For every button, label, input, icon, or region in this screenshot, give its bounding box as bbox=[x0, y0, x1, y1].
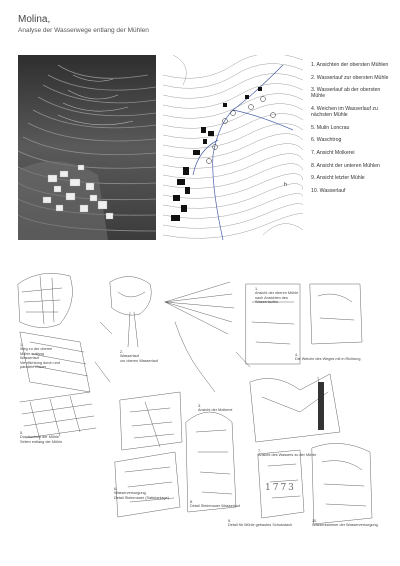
caption-s1: 1. Ansicht der oberen Mühle nach Ansichten des Wasserlaufes bbox=[255, 287, 299, 305]
legend-item-5: 5. Mulin Loncrau bbox=[311, 124, 350, 131]
legend-item-4: 4. Weichen im Wasserlauf zu nächsten Mühle bbox=[311, 105, 378, 119]
caption-s4: 3. Ansicht der Molkerei bbox=[198, 404, 233, 413]
legend-item-9: 9. Ansicht letzter Mühle bbox=[311, 175, 365, 182]
site-plan bbox=[163, 55, 303, 240]
site-plan-drawing bbox=[163, 55, 303, 240]
caption-s6: 5. Durchschnitt der Mühle Seiten entlang der Mühle bbox=[20, 431, 63, 444]
caption-s9: 8. Detail Steinmauer Wasserlauf bbox=[190, 500, 241, 509]
caption-s7: 6. Wasserversorgung Detail Steinmauer (Sattelanlage) bbox=[114, 487, 169, 500]
legend bbox=[311, 62, 393, 200]
caption-s3: 2. Wasserlauf zur oberen Wasserlauf bbox=[120, 350, 159, 363]
site-model-photo bbox=[18, 55, 156, 240]
legend-item-8: 8. Ansicht der unteren Mühlen bbox=[311, 162, 380, 169]
caption-s8: 7. Ansicht des Wassers zu der Mühle bbox=[258, 449, 317, 458]
caption-s5: 4. Die Weiche des Weges mit in Richtung bbox=[295, 353, 361, 362]
legend-item-2: 2. Wasserlauf zur obersten Mühle bbox=[311, 74, 389, 81]
caption-s10: 9. Detail für Mühle gebautes Schutzdach bbox=[228, 519, 293, 528]
caption-s11: 10. Wasserkammer der Wasserversorgung bbox=[312, 519, 378, 528]
plan-label: h bbox=[284, 182, 287, 188]
model-photo-drawing bbox=[18, 55, 156, 240]
page-subtitle: Analyse der Wasserwege entlang der Mühlen bbox=[18, 27, 149, 34]
legend-item-10: 10. Wasserlauf bbox=[311, 187, 346, 194]
legend-item-7: 7. Ansicht Molkerei bbox=[311, 149, 355, 156]
stone-inscription: 1773 bbox=[265, 483, 296, 493]
page-title: Molina, bbox=[18, 14, 51, 25]
legend-item-6: 6. Waschtrog bbox=[311, 137, 342, 144]
caption-s2: 1. Weg zu der oberen Mühle entlang Wasserlauf Verpflichtung durch und parallele Mauer bbox=[20, 343, 60, 370]
legend-item-3: 3. Wasserlauf ab der obersten Mühle bbox=[311, 87, 381, 100]
legend-item-1: 1. Ansichten der obersten Mühlen bbox=[311, 62, 389, 68]
